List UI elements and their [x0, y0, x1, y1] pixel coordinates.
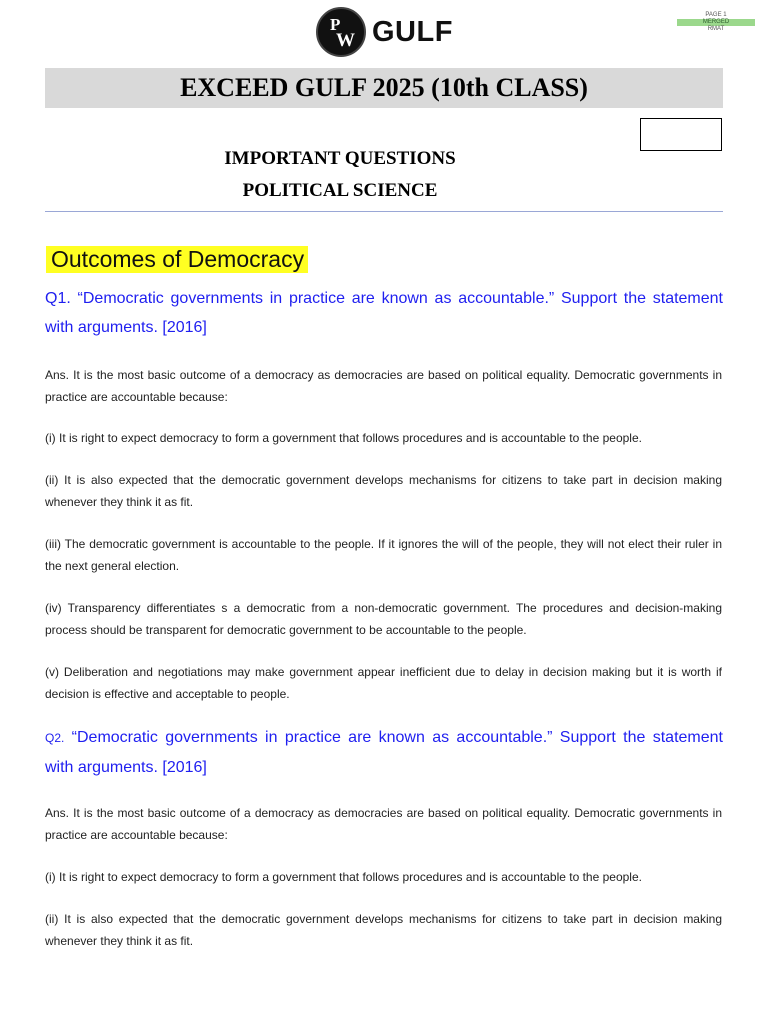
pw-logo-icon: [316, 7, 366, 57]
question-1-number: Q1.: [45, 290, 71, 307]
subtitle-subject: POLITICAL SCIENCE: [242, 180, 438, 201]
divider-line: [45, 211, 723, 212]
q1-point-2: (ii) It is also expected that the democratic government develops mechanisms for citizens to take part in decision making whenever they think it as fit.: [45, 473, 722, 509]
logo-text: GULF: [372, 15, 453, 48]
title-bar: [45, 68, 723, 108]
section-heading: Outcomes of Democracy: [46, 246, 308, 273]
question-2: [45, 723, 723, 782]
q1-point-5: (v) Deliberation and negotiations may make government appear inefficient due to delay in decision making but it is worth if decision is effective and acceptable to people.: [45, 665, 722, 701]
corner-stamp: [677, 12, 755, 34]
empty-box: [640, 118, 722, 151]
q2-answer-intro: Ans. It is the most basic outcome of a democracy as democracies are based on political equality. Democratic governments in practice are accountable because:: [45, 806, 722, 842]
q2-point-1: (i) It is right to expect democracy to form a government that follows procedures and is accountable to the people.: [45, 870, 642, 884]
question-2-text: “Democratic governments in practice are known as accountable.” Support the statement with arguments. [2016]: [45, 729, 723, 776]
logo-letter-p: P: [330, 15, 341, 34]
subtitle-important-questions: IMPORTANT QUESTIONS: [224, 148, 456, 169]
q1-point-3: (iii) The democratic government is accountable to the people. If it ignores the will of the people, they will not elect their ruler in the next general election.: [45, 537, 722, 573]
document-title: EXCEED GULF 2025 (10th CLASS): [180, 73, 588, 102]
q1-answer-intro: Ans. It is the most basic outcome of a democracy as democracies are based on political equality. Democratic governments in practice are accountable because:: [45, 368, 722, 404]
stamp-line-1: PAGE 1: [705, 12, 727, 18]
question-1: [45, 284, 723, 342]
question-2-number: Q2.: [45, 731, 65, 745]
stamp-line-2: MERGED: [677, 19, 755, 26]
logo-letter-w: W: [336, 30, 355, 51]
pw-gulf-logo: [316, 7, 453, 57]
q1-point-1: (i) It is right to expect democracy to form a government that follows procedures and is accountable to the people.: [45, 431, 642, 445]
stamp-line-3: RMAT: [707, 26, 725, 32]
question-1-text: “Democratic governments in practice are known as accountable.” Support the statement with arguments. [2016]: [45, 290, 724, 336]
q1-point-4: (iv) Transparency differentiates s a democratic from a non-democratic government. The procedures and decision-making process should be transparent for democratic government to be accountable to the people.: [45, 601, 722, 637]
q2-point-2: (ii) It is also expected that the democratic government develops mechanisms for citizens to take part in decision making whenever they think it as fit.: [45, 912, 722, 948]
